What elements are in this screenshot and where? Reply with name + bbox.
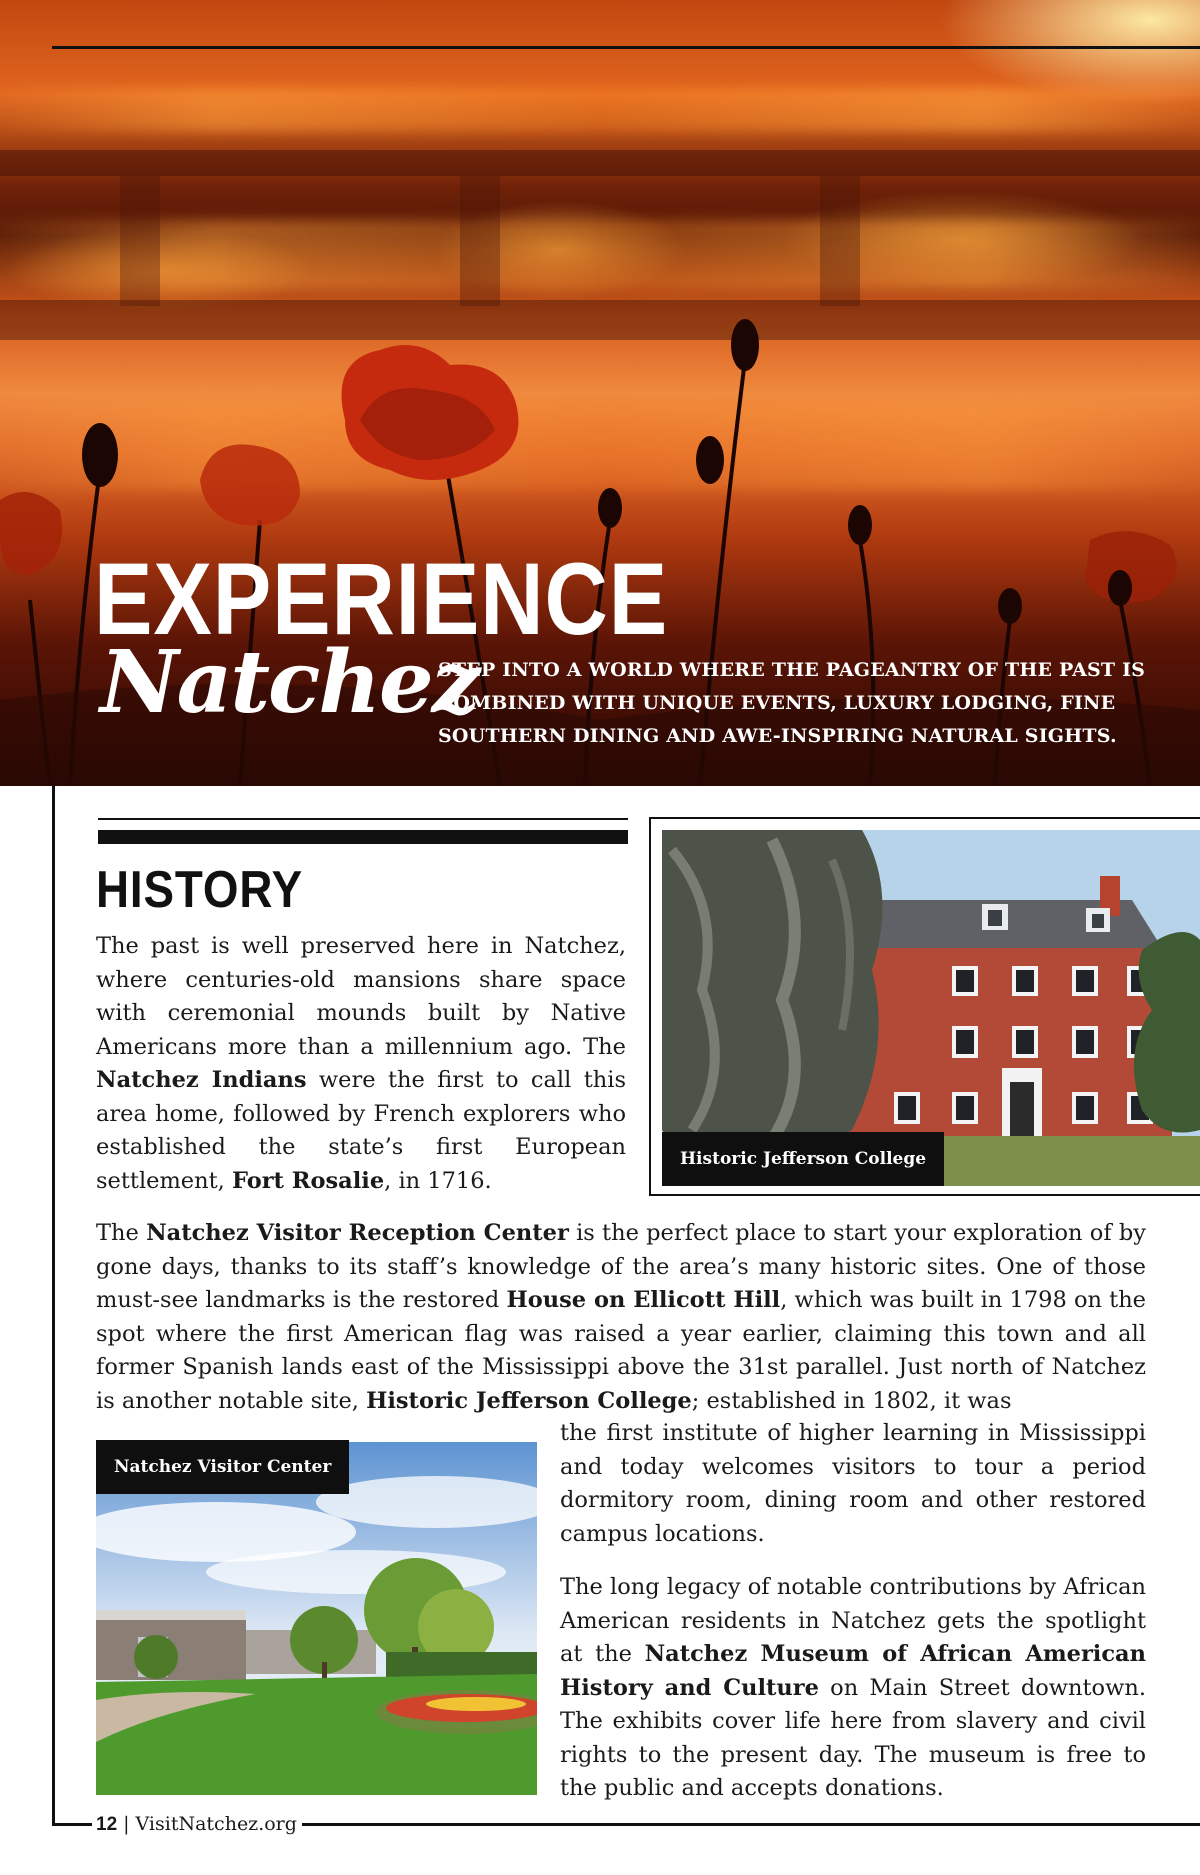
website-link[interactable]: VisitNatchez.org: [135, 1813, 297, 1835]
natchez-indians-bold: Natchez Indians: [96, 1067, 307, 1093]
history-paragraph-3: the first institute of higher learning in Mississippi and today welcomes visitors to tour a period dormitory room, dining room and other restored campus locations.: [560, 1420, 1146, 1547]
visitor-center-bold: Natchez Visitor Reception Center: [146, 1220, 569, 1246]
visitor-center-photo: [96, 1442, 537, 1795]
hero-banner: [0, 0, 1200, 786]
footer-separator: |: [123, 1813, 130, 1835]
hero-script-title: Natchez: [100, 632, 479, 733]
text-run: The past is well preserved here in Natchez, where centuries-old mansions share space with ceremonial mounds built by Native Americans more than a millennium ago. The: [96, 933, 626, 1060]
history-paragraph-1: [96, 930, 626, 1198]
page-frame-bottom-right: [302, 1823, 1200, 1826]
page-number: 12: [96, 1814, 118, 1835]
text-run: The: [96, 1220, 147, 1246]
jefferson-college-bold: Historic Jefferson College: [366, 1387, 692, 1414]
text-run: , in 1716.: [384, 1167, 492, 1194]
history-heading: HISTORY: [96, 861, 304, 919]
visitor-center-illustration: [96, 1442, 537, 1795]
museum-name-bold: Natchez Museum of African American History and Culture: [560, 1641, 1146, 1701]
hero-title: EXPERIENCE: [94, 542, 669, 656]
page-frame-top: [52, 46, 1200, 49]
history-paragraph-2: [96, 1217, 1146, 1418]
fort-rosalie-bold: Fort Rosalie: [231, 1167, 385, 1194]
history-paragraph-4: [560, 1571, 1146, 1806]
page-footer: [96, 1810, 297, 1839]
text-run: were the first to call this area home, followed by French explorers who established the state’s first European settlement,: [96, 1067, 626, 1194]
text-run: The long legacy of notable contributions by African American residents in Natchez gets the spotlight at the: [560, 1574, 1146, 1667]
section-rule-thick: [98, 830, 628, 844]
text-run: ; established in 1802, it was: [691, 1387, 1012, 1414]
ellicott-hill-bold: House on Ellicott Hill: [506, 1287, 781, 1313]
page-frame-left: [52, 786, 55, 1826]
hero-tagline: STEP INTO A WORLD WHERE THE PAGEANTRY OF THE PAST IS COMBINED WITH UNIQUE EVENTS, LUXURY LODGING, FINE SOUTHERN DINING AND AWE-INSPIRING NATURAL SIGHTS.: [438, 659, 1146, 747]
text-run: on Main Street downtown. The exhibits cover life here from slavery and civil rights to the present day. The museum is free to the public and accepts donations.: [560, 1674, 1147, 1801]
jefferson-photo-caption: Historic Jefferson College: [662, 1132, 944, 1186]
section-rule-thin: [98, 818, 628, 820]
text-run: is the perfect place to start your exploration of by gone days, thanks to its staff’s knowledge of the area’s many historic sites. One of those must-see landmarks is the restored: [96, 1220, 1147, 1313]
text-run: , which was built in 1798 on the spot where the first American flag was raised a year earlier, claiming this town and all former Spanish lands east of the Mississippi above the 31st parallel. Just north of Natchez is another notable site,: [96, 1287, 1146, 1414]
page-frame-bottom: [52, 1823, 92, 1826]
visitor-photo-caption: Natchez Visitor Center: [96, 1440, 349, 1494]
